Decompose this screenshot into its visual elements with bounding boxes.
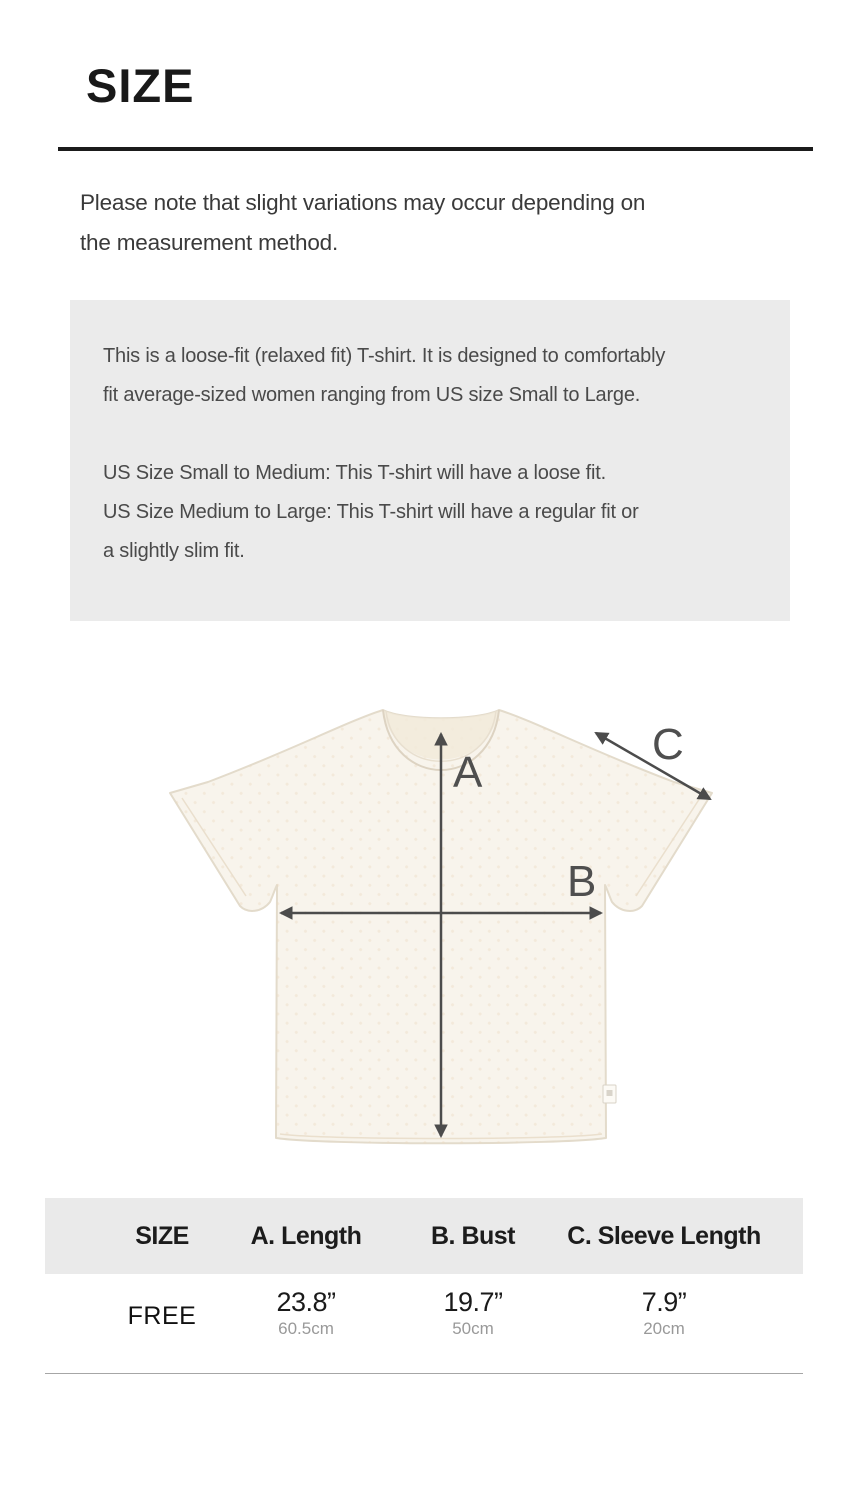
title-divider: [58, 147, 813, 151]
fit-note-paragraph-1: [103, 337, 770, 415]
cell-size-free: FREE: [127, 1302, 197, 1330]
care-tag: [603, 1085, 616, 1103]
cell-length: [276, 1286, 335, 1340]
note-line: US Size Medium to Large: This T-shirt will have a regular fit or: [103, 501, 639, 523]
length-inches: 23.8”: [276, 1287, 336, 1317]
size-table-data-row: [45, 1274, 803, 1374]
sleeve-inches: 7.9”: [641, 1287, 687, 1317]
length-label: A: [453, 748, 483, 797]
note-line: US Size Small to Medium: This T-shirt will have a loose fit.: [103, 462, 607, 484]
bust-label: B: [567, 857, 597, 906]
tshirt-measurement-diagram: [140, 688, 740, 1158]
fit-note-paragraph-2: [103, 454, 770, 571]
note-line: a slightly slim fit.: [103, 540, 245, 562]
sleeve-cm: 20cm: [643, 1319, 685, 1338]
tshirt-diagram-svg: [140, 688, 740, 1158]
size-table: [45, 1198, 803, 1374]
intro-paragraph: [80, 183, 645, 263]
fit-note-box: [70, 300, 790, 621]
sleeve-label: C: [652, 720, 684, 769]
cell-sleeve: [642, 1286, 687, 1340]
header-sleeve-length: C. Sleeve Length: [567, 1222, 761, 1250]
intro-line: the measurement method.: [80, 230, 339, 255]
bust-cm: 50cm: [452, 1319, 494, 1338]
length-cm: 60.5cm: [278, 1319, 334, 1338]
cell-bust: [443, 1286, 502, 1340]
header-length: A. Length: [250, 1222, 362, 1250]
page-title: SIZE: [86, 59, 195, 112]
note-line: This is a loose-fit (relaxed fit) T-shirt. It is designed to comfortably: [103, 345, 666, 367]
intro-line: Please note that slight variations may occur depending on: [80, 190, 646, 215]
note-line: fit average-sized women ranging from US size Small to Large.: [103, 384, 641, 406]
header-size: SIZE: [135, 1222, 189, 1250]
size-table-header-row: [45, 1198, 803, 1274]
header-bust: B. Bust: [431, 1222, 515, 1250]
bust-inches: 19.7”: [443, 1287, 503, 1317]
